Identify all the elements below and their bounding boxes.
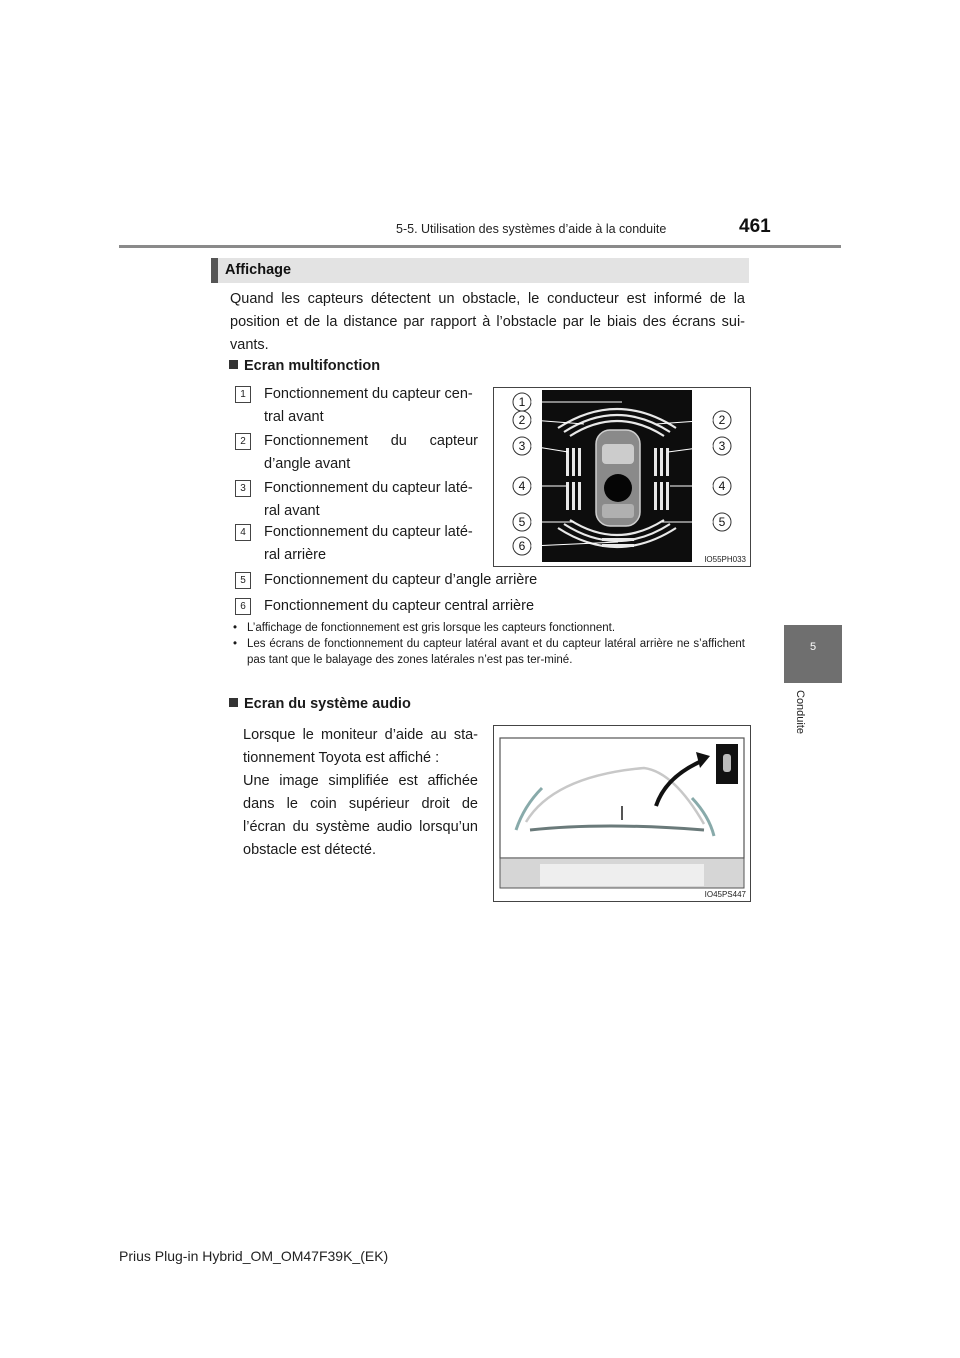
header-rule <box>119 245 841 248</box>
list-item-text: Fonctionnement du capteur central arrière <box>264 598 535 614</box>
subheading-multifunction <box>229 358 380 374</box>
audio-text-1: Lorsque le moniteur d’aide au sta-tionnement Toyota est affiché : <box>243 727 478 766</box>
callout-3: 3 <box>518 439 526 453</box>
subheading-text: Ecran du système audio <box>244 696 411 712</box>
list-item-text: Fonctionnement du capteur cen-tral avant <box>264 386 473 425</box>
heading-bar <box>211 258 218 283</box>
audio-paragraph <box>243 724 478 862</box>
list-item <box>235 383 478 429</box>
callout-6: 6 <box>518 539 526 553</box>
figure-code: IO55PH033 <box>704 555 746 564</box>
figure-multifunction-display <box>493 387 751 567</box>
callout-1: 1 <box>518 395 526 409</box>
note-item <box>233 620 745 636</box>
callout-number: 5 <box>235 572 251 589</box>
list-item <box>235 595 735 618</box>
bullet-icon: • <box>233 638 238 650</box>
list-item-text: Fonctionnement du capteur laté-ral avant <box>264 480 473 519</box>
subheading-audio <box>229 696 411 712</box>
running-header: 5-5. Utilisation des systèmes d’aide à la conduite <box>396 222 667 236</box>
list-item <box>235 430 478 476</box>
footer-document-id: Prius Plug-in Hybrid_OM_OM47F39K_(EK) <box>119 1248 389 1264</box>
callout-3: 3 <box>718 439 726 453</box>
callout-number: 2 <box>235 433 251 450</box>
note-text: Les écrans de fonctionnement du capteur latéral avant et du capteur latéral arrière ne s’affichent pas tant que le balayage des zones latérales n’est pas ter-miné. <box>247 638 745 666</box>
bullet-icon: • <box>233 622 238 634</box>
intro-paragraph: Quand les capteurs détectent un obstacle, le conducteur est informé de la position et de la distance par rapport à l’obstacle par le biais des écrans sui-vants. <box>230 291 745 353</box>
square-bullet-icon <box>229 698 238 707</box>
chapter-label: Conduite <box>794 690 806 735</box>
list-item-text: Fonctionnement du capteur d’angle avant <box>264 433 478 472</box>
note-item <box>233 636 745 668</box>
audio-text-2: Une image simplifiée est affichée dans le coin supérieur droit de l’écran du système audio lorsqu’un obstacle est détecté. <box>243 773 478 858</box>
section-title: Affichage <box>225 262 292 278</box>
callout-2: 2 <box>518 413 526 427</box>
callout-number: 3 <box>235 480 251 497</box>
callout-4: 4 <box>518 479 526 493</box>
note-text: L’affichage de fonctionnement est gris lorsque les capteurs fonctionnent. <box>247 622 616 634</box>
callout-number: 6 <box>235 598 251 615</box>
figure-code: IO45PS447 <box>704 890 746 899</box>
camera-view-illustration <box>494 726 750 901</box>
callout-number: 4 <box>235 524 251 541</box>
sensor-display-illustration <box>494 388 750 566</box>
callout-5: 5 <box>518 515 526 529</box>
chapter-tab: 5 <box>784 625 842 683</box>
list-item-text: Fonctionnement du capteur d’angle arrière <box>264 572 538 588</box>
list-item <box>235 477 478 523</box>
list-item-text: Fonctionnement du capteur laté-ral arrière <box>264 524 473 563</box>
figure-audio-display <box>493 725 751 902</box>
list-item <box>235 569 735 592</box>
callout-2: 2 <box>718 413 726 427</box>
page-number: 461 <box>739 216 771 237</box>
list-item <box>235 521 478 567</box>
section-heading <box>211 258 749 283</box>
callout-4: 4 <box>718 479 726 493</box>
subheading-text: Ecran multifonction <box>244 358 381 374</box>
callout-number: 1 <box>235 386 251 403</box>
square-bullet-icon <box>229 360 238 369</box>
callout-5: 5 <box>718 515 726 529</box>
